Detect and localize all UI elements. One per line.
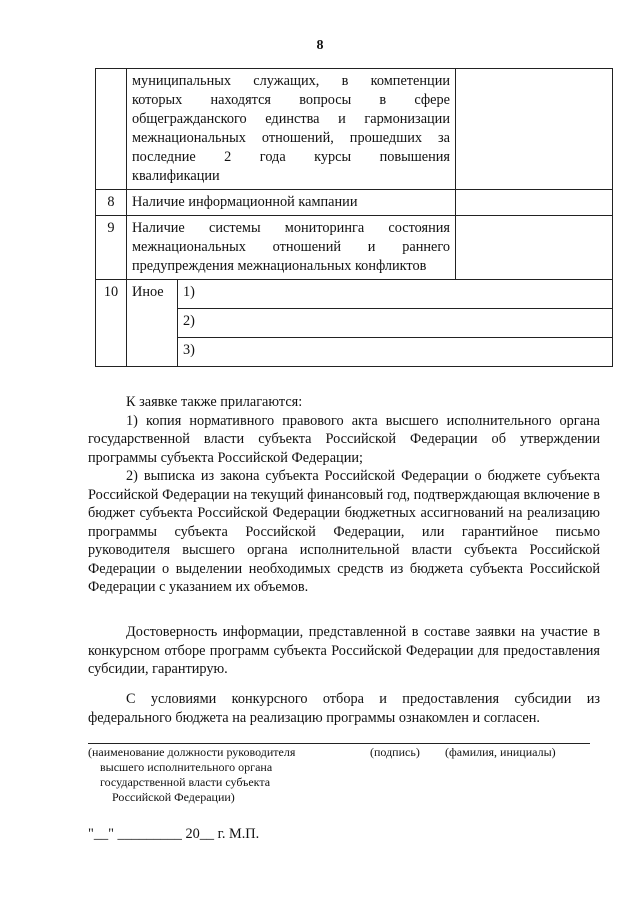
attachment-item-1: 1) копия нормативного правового акта высшего исполнительного органа государственной власти субъекта Российской Федерации об утверждении программы субъекта Российской Федерации; (88, 412, 600, 466)
text-line: предупреждения межнациональных конфликтов (132, 258, 427, 274)
caption-line: Российской Федерации) (112, 790, 235, 804)
value-cell (456, 69, 613, 190)
other-item-cell: 3) (178, 338, 613, 367)
text-line: квалификации (132, 168, 220, 184)
agreement-text: С условиями конкурсного отбора и предоставления субсидии из федерального бюджета на реализацию программы ознакомлен и согласен. (88, 691, 600, 726)
table-row (96, 280, 613, 309)
criteria-text-cell (127, 216, 456, 280)
text-line: последние 2 года курсы повышения (132, 149, 450, 165)
signature-line (88, 743, 590, 744)
signature-caption: (подпись) (370, 745, 420, 759)
other-label-cell: Иное (127, 280, 178, 367)
caption-line: высшего исполнительного органа (100, 760, 273, 774)
criteria-text-cell: Наличие информационной кампании (127, 190, 456, 216)
row-number-cell: 10 (96, 280, 127, 367)
guarantee-paragraph (88, 623, 600, 679)
other-item-cell: 2) (178, 309, 613, 338)
text-line: межнациональных отношений, прошедших за (132, 130, 450, 146)
attachments-section (88, 393, 600, 597)
text-line: общегражданского единства и гармонизации (132, 111, 450, 127)
agreement-paragraph (88, 690, 600, 727)
value-cell (456, 190, 613, 216)
row-number-cell: 9 (96, 216, 127, 280)
row-number-cell (96, 69, 127, 190)
name-caption: (фамилия, инициалы) (445, 745, 556, 759)
criteria-table (95, 68, 613, 367)
table-row (96, 190, 613, 216)
caption-line: государственной власти субъекта (100, 775, 271, 789)
text-line: Наличие системы мониторинга состояния (132, 220, 450, 236)
position-caption (88, 745, 358, 805)
attachment-item-2: 2) выписка из закона субъекта Российской Федерации о бюджете субъекта Российской Федерации на текущий финансовый год, подтверждающая включение в бюджет субъекта Российской Федерации бюджетных ассигнований на реализацию программы субъекта Российской Федерации, или гарантийное письмо руководителя высшего органа исполнительной власти субъекта Российской Федерации о выделении необходимых средств из бюджета субъекта Российской Федерации с указанием их объемов. (88, 468, 600, 595)
text-line: муниципальных служащих, в компетенции (132, 73, 450, 89)
table-row (96, 216, 613, 280)
guarantee-text: Достоверность информации, представленной в составе заявки на участие в конкурсном отборе программ субъекта Российской Федерации для предоставления субсидии, гарантирую. (88, 624, 600, 677)
caption-line: (наименование должности руководителя (88, 745, 296, 759)
table-row (96, 69, 613, 190)
attachments-intro: К заявке также прилагаются: (126, 394, 303, 410)
other-item-cell: 1) (178, 280, 613, 309)
value-cell (456, 216, 613, 280)
page-number: 8 (316, 38, 324, 53)
date-stamp-line: "__" _________ 20__ г. М.П. (88, 826, 260, 842)
text-line: межнациональных отношений и раннего (132, 239, 450, 255)
row-number-cell: 8 (96, 190, 127, 216)
text-line: которых находятся вопросы в сфере (132, 92, 450, 108)
criteria-text-cell (127, 69, 456, 190)
